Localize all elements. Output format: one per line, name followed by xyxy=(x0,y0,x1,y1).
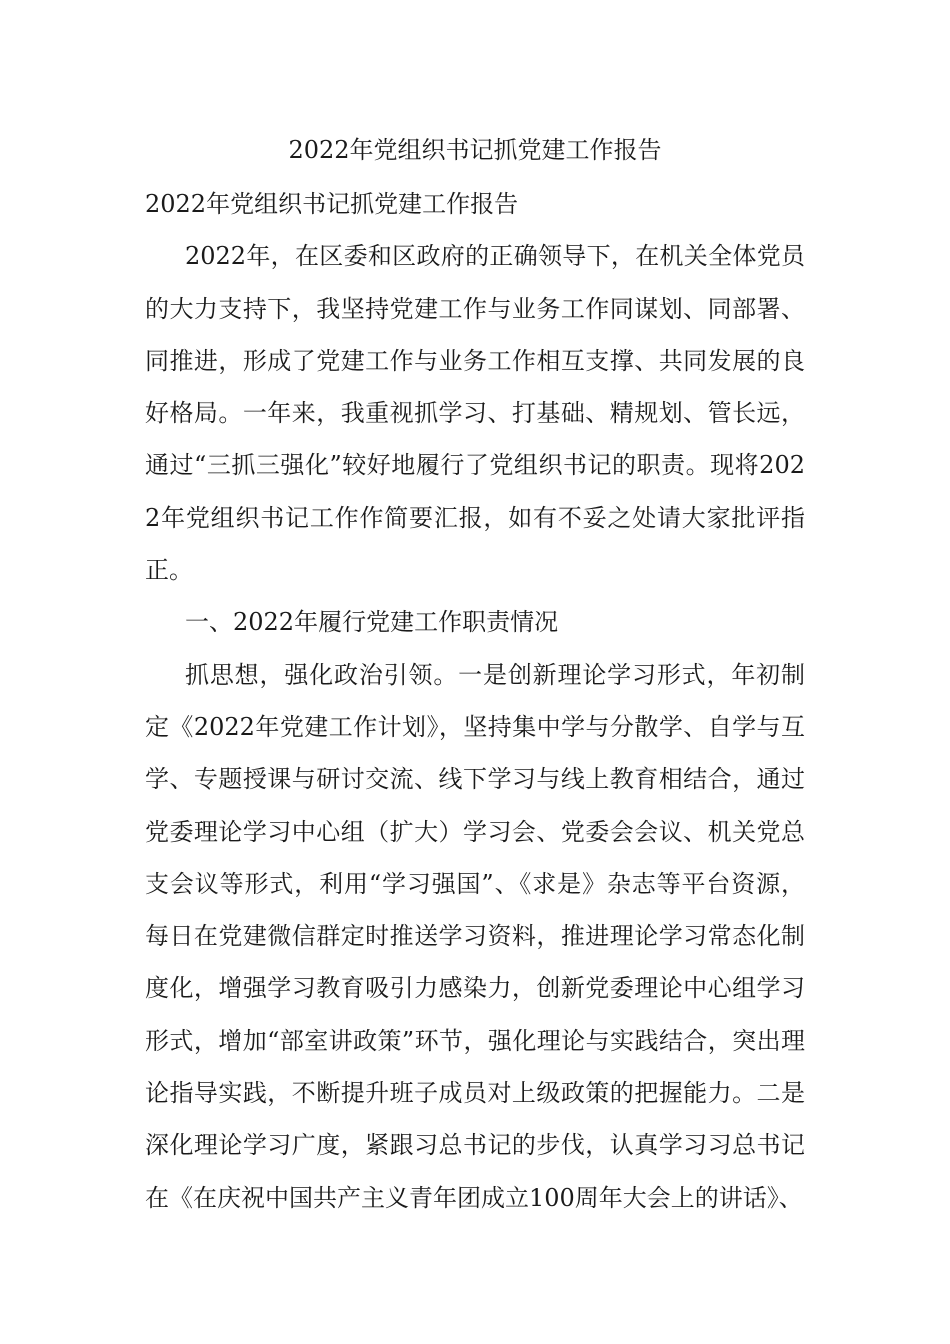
intro-paragraph: 2022年，在区委和区政府的正确领导下，在机关全体党员的大力支持下，我坚持党建工作与业务工作同谋划、同部署、同推进，形成了党建工作与业务工作相互支撑、共同发展的良好格局。一年来，我重视抓学习、打基础、精规划、管长远，通过“三抓三强化”较好地履行了党组织书记的职责。现将2022年党组织书记工作作简要汇报，如有不妥之处请大家批评指正。 xyxy=(145,242,805,585)
document-title: 2022年党组织书记抓党建工作报告 xyxy=(288,136,662,164)
subtitle-paragraph: 2022年党组织书记抓党建工作报告 xyxy=(145,190,519,218)
section-heading: 一、2022年履行党建工作职责情况 xyxy=(185,608,559,637)
document-body xyxy=(145,178,805,1224)
body-paragraph: 抓思想，强化政治引领。一是创新理论学习形式，年初制定《2022年党建工作计划》，坚持集中学与分散学、自学与互学、专题授课与研讨交流、线下学习与线上教育相结合，通过党委理论学习中心组（扩大）学习会、党委会会议、机关党总支会议等形式，利用“学习强国”、《求是》杂志等平台资源，每日在党建微信群定时推送学习资料，推进理论学习常态化制度化，增强学习教育吸引力感染力，创新党委理论中心组学习形式，增加“部室讲政策”环节，强化理论与实践结合，突出理论指导实践，不断提升班子成员对上级政策的把握能力。二是深化理论学习广度，紧跟习总书记的步伐，认真学习习总书记在《在庆祝中国共产主义青年团成立100周年大会上的讲话》、 xyxy=(145,660,805,1212)
